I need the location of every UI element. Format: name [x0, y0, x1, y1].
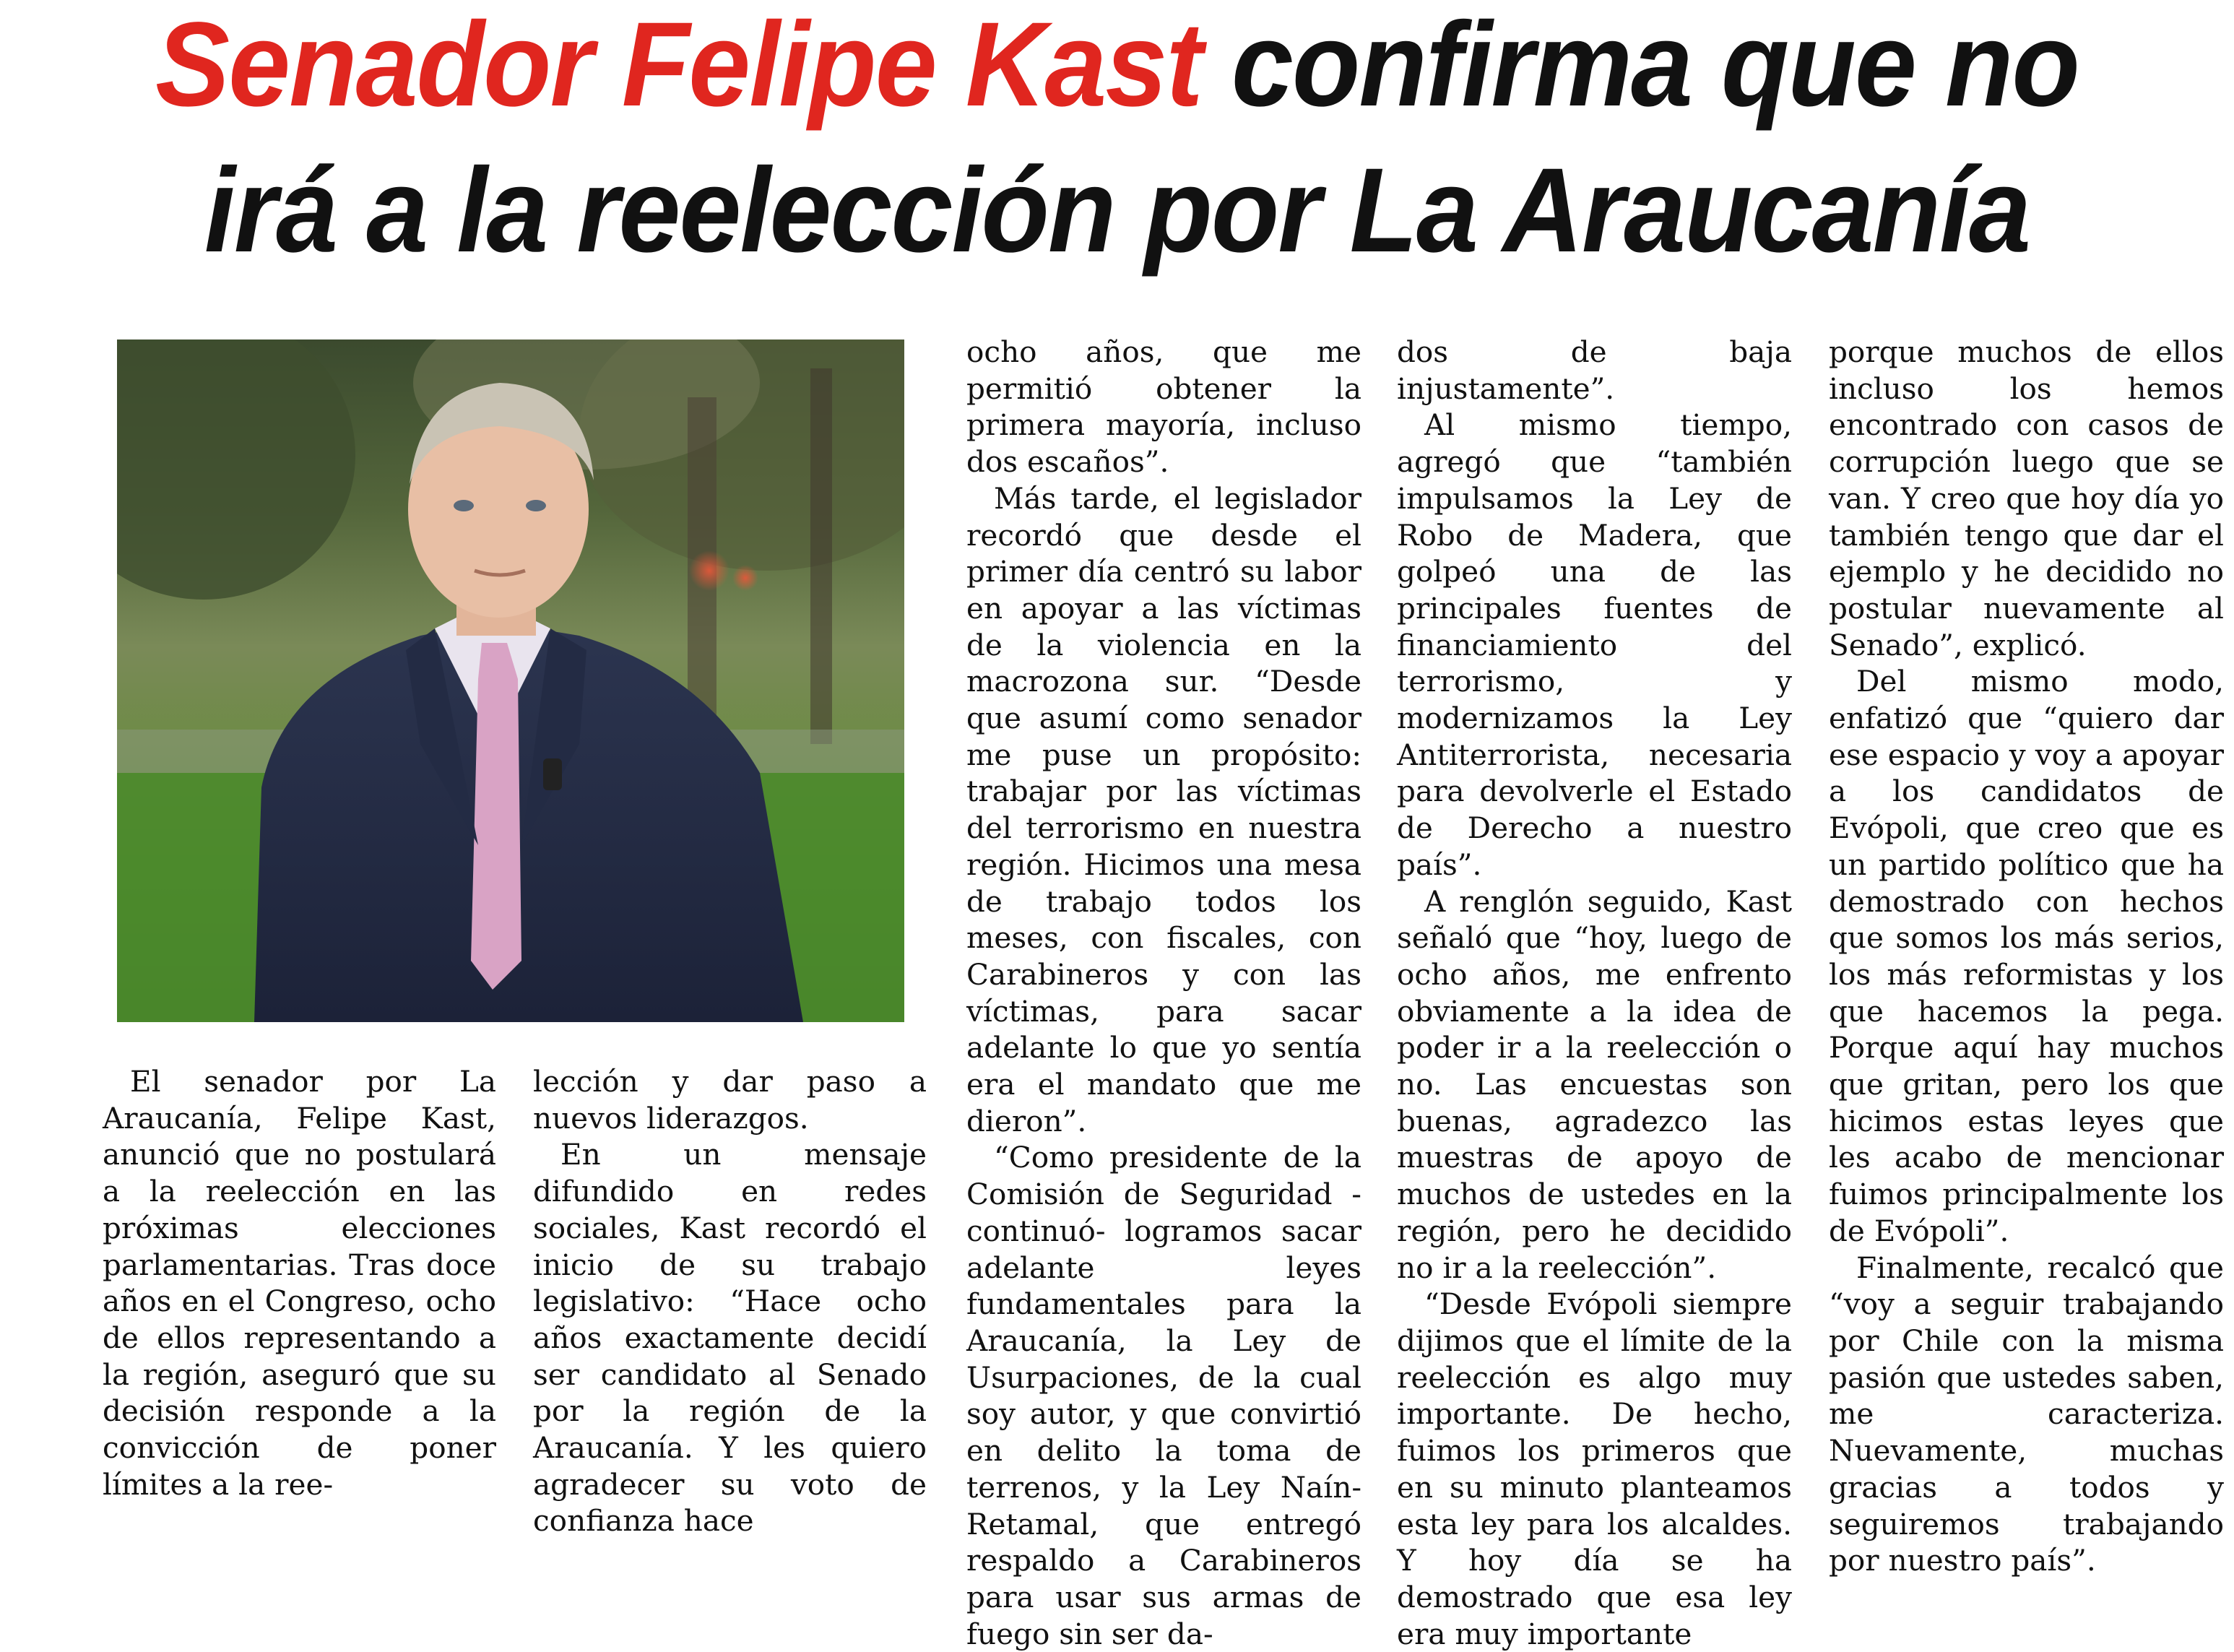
paragraph: En un mensaje difundido en redes sociales, Kast recordó el inicio de su trabajo legislativo: “Hace ocho años exactamente decidí ser candidato al Senado por la región de la Araucanía. Y les quiero agradecer su voto de confianza hace: [533, 1137, 927, 1539]
paragraph: Al mismo tiempo, agregó que “también impulsamos la Ley de Robo de Madera, que golpeó una de las principales fuentes de financiamiento del terrorismo, y modernizamos la Ley Antiterrorista, necesaria para devolverle el Estado de Derecho a nuestro país”.: [1397, 407, 1792, 882]
paragraph: Del mismo modo, enfatizó que “quiero dar ese espacio y voy a apoyar a los candidatos de Evópoli, que creo que es un partido político que ha demostrado con hechos que somos los más serios, los más reformistas y los que hacemos la pega. Porque aquí hay muchos que gritan, pero los que hicimos estas leyes que les acabo de mencionar fuimos principalmente los de Evópoli”.: [1829, 664, 2224, 1248]
paragraph: ocho años, que me permitió obtener la primera mayoría, incluso dos escaños”.: [966, 334, 1361, 480]
article-column-5: [1829, 334, 2224, 1579]
article-column-4: [1397, 334, 1792, 1652]
article-column-1: [103, 1063, 496, 1502]
headline-line-1: [78, 0, 2155, 137]
paragraph: porque muchos de ellos incluso los hemos encontrado con casos de corrupción luego que se van. Y creo que hoy día yo también tengo que dar el ejemplo y he decidido no postular nuevamente al Senado”, explicó.: [1829, 334, 2224, 662]
article-column-3: [966, 334, 1361, 1652]
paragraph: “Como presidente de la Comisión de Seguridad -continuó- logramos sacar adelante leyes fundamentales para la Araucanía, la Ley de Usurpaciones, de la cual soy autor, y que convirtió en delito la toma de terrenos, y la Ley Naín-Retamal, que entregó respaldo a Carabineros para usar sus armas de fuego sin ser da-: [966, 1140, 1361, 1651]
paragraph: “Desde Evópoli siempre dijimos que el límite de la reelección es algo muy importante. De hecho, fuimos los primeros que en su minuto planteamos esta ley para los alcaldes. Y hoy día se ha demostrado que esa ley era muy importante: [1397, 1286, 1792, 1651]
headline-name: Senador Felipe Kast: [155, 0, 1202, 131]
senator-portrait-illustration: [117, 340, 904, 1022]
paragraph: Finalmente, recalcó que “voy a seguir trabajando por Chile con la misma pasión que ustedes saben, me caracteriza. Nuevamente, muchas gracias a todos y seguiremos trabajando por nuestro país”.: [1829, 1250, 2224, 1578]
paragraph: dos de baja injustamente”.: [1397, 334, 1792, 406]
paragraph: A renglón seguido, Kast señaló que “hoy, luego de ocho años, me enfrento obviamente a la idea de poder ir a la reelección o no. Las encuestas son buenas, agradezco las muestras de apoyo de muchos de ustedes en la región, pero he decidido no ir a la reelección”.: [1397, 883, 1792, 1285]
article-column-2: [533, 1063, 927, 1539]
paragraph: Más tarde, el legislador recordó que desde el primer día centró su labor en apoyar a las víctimas de la violencia en la macrozona sur. “Desde que asumí como senador me puse un propósito: trabajar por las víctimas del terrorismo en nuestra región. Hicimos una mesa de trabajo todos los meses, con fiscales, con Carabineros y con las víctimas, para sacar adelante lo que yo sentía era el mandato que me dieron”.: [966, 480, 1361, 1138]
paragraph: El senador por La Araucanía, Felipe Kast, anunció que no postulará a la reelección en las próximas elecciones parlamentarias. Tras doce años en el Congreso, ocho de ellos representando a la región, aseguró que su decisión responde a la convicción de poner límites a la ree-: [103, 1064, 496, 1502]
senator-photo: [117, 340, 904, 1022]
headline-verb: confirma que no: [1231, 0, 2079, 131]
paragraph: lección y dar paso a nuevos liderazgos.: [533, 1064, 927, 1136]
headline-line-2: irá a la reelección por La Araucanía: [204, 144, 2030, 277]
